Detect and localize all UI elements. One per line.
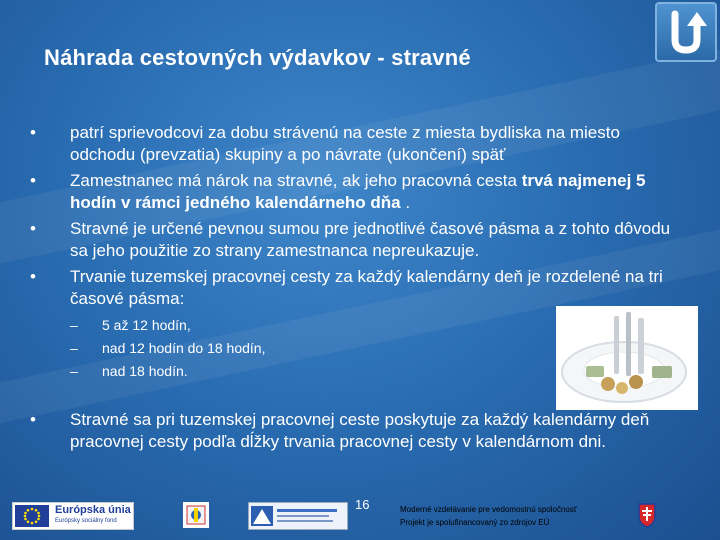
slide-title: Náhrada cestovných výdavkov - stravné bbox=[44, 45, 471, 70]
sub-item-text: nad 12 hodín do 18 hodín, bbox=[102, 340, 266, 356]
bullet-marker: • bbox=[30, 267, 36, 286]
plate-cutlery-image bbox=[556, 306, 698, 410]
bullet-marker: • bbox=[30, 123, 36, 142]
eu-fund: Európsky sociálny fond bbox=[55, 518, 117, 524]
bullet-text: Trvanie tuzemskej pracovnej cesty za každý kalendárny deň je rozdelené na tri časové pásma: bbox=[70, 267, 663, 308]
bullet-item bbox=[30, 170, 680, 214]
partner-logo bbox=[183, 502, 209, 528]
eu-name: Európska únia bbox=[55, 504, 131, 516]
sub-marker: – bbox=[70, 340, 78, 356]
sub-marker: – bbox=[70, 363, 78, 379]
sub-item-text: 5 až 12 hodín, bbox=[102, 317, 191, 333]
bullet-item bbox=[30, 122, 680, 166]
agency-logo bbox=[248, 502, 348, 530]
bullet-text-end: . bbox=[400, 193, 411, 212]
bullet-item bbox=[30, 409, 680, 453]
bullet-text: patrí sprievodcovi za dobu strávenú na ceste z miesta bydliska na miesto odchodu (prevzatia) skupiny a po návrate (ukončení) späť bbox=[70, 123, 620, 164]
footer-line1: Moderné vzdelávanie pre vedomostnú spoločnosť bbox=[400, 505, 577, 514]
eu-logo bbox=[12, 502, 134, 530]
back-arrow-icon bbox=[657, 4, 715, 60]
eu-flag-icon bbox=[15, 505, 49, 527]
bullet-text: Stravné sa pri tuzemskej pracovnej ceste poskytuje za každý kalendárny deň pracovnej cesty podľa dĺžky trvania pracovnej cesty v kalendárnom dni. bbox=[70, 410, 650, 451]
bullet-marker: • bbox=[30, 410, 36, 429]
sub-item-text: nad 18 hodín. bbox=[102, 363, 188, 379]
sub-marker: – bbox=[70, 317, 78, 333]
footer-text bbox=[400, 503, 577, 529]
bullet-marker: • bbox=[30, 219, 36, 238]
bullet-item bbox=[30, 218, 680, 262]
back-button[interactable] bbox=[655, 2, 717, 62]
page-number: 16 bbox=[355, 497, 370, 512]
bullet-marker: • bbox=[30, 171, 36, 190]
bullet-text-bold: trvá najmenej 5 hodín v rámci jedného kalendárneho dňa bbox=[70, 171, 646, 212]
footer-line2: Projekt je spolufinancovaný zo zdrojov EÚ bbox=[400, 518, 550, 527]
bullet-list-last bbox=[30, 409, 680, 453]
bullet-text: Stravné je určené pevnou sumou pre jednotlivé časové pásma a z tohto dôvodu sa jeho použitie zo strany zamestnanca nepreukazuje. bbox=[70, 219, 671, 260]
coat-of-arms-logo bbox=[637, 502, 657, 528]
bullet-text: Zamestnanec má nárok na stravné, ak jeho pracovná cesta bbox=[70, 171, 522, 190]
